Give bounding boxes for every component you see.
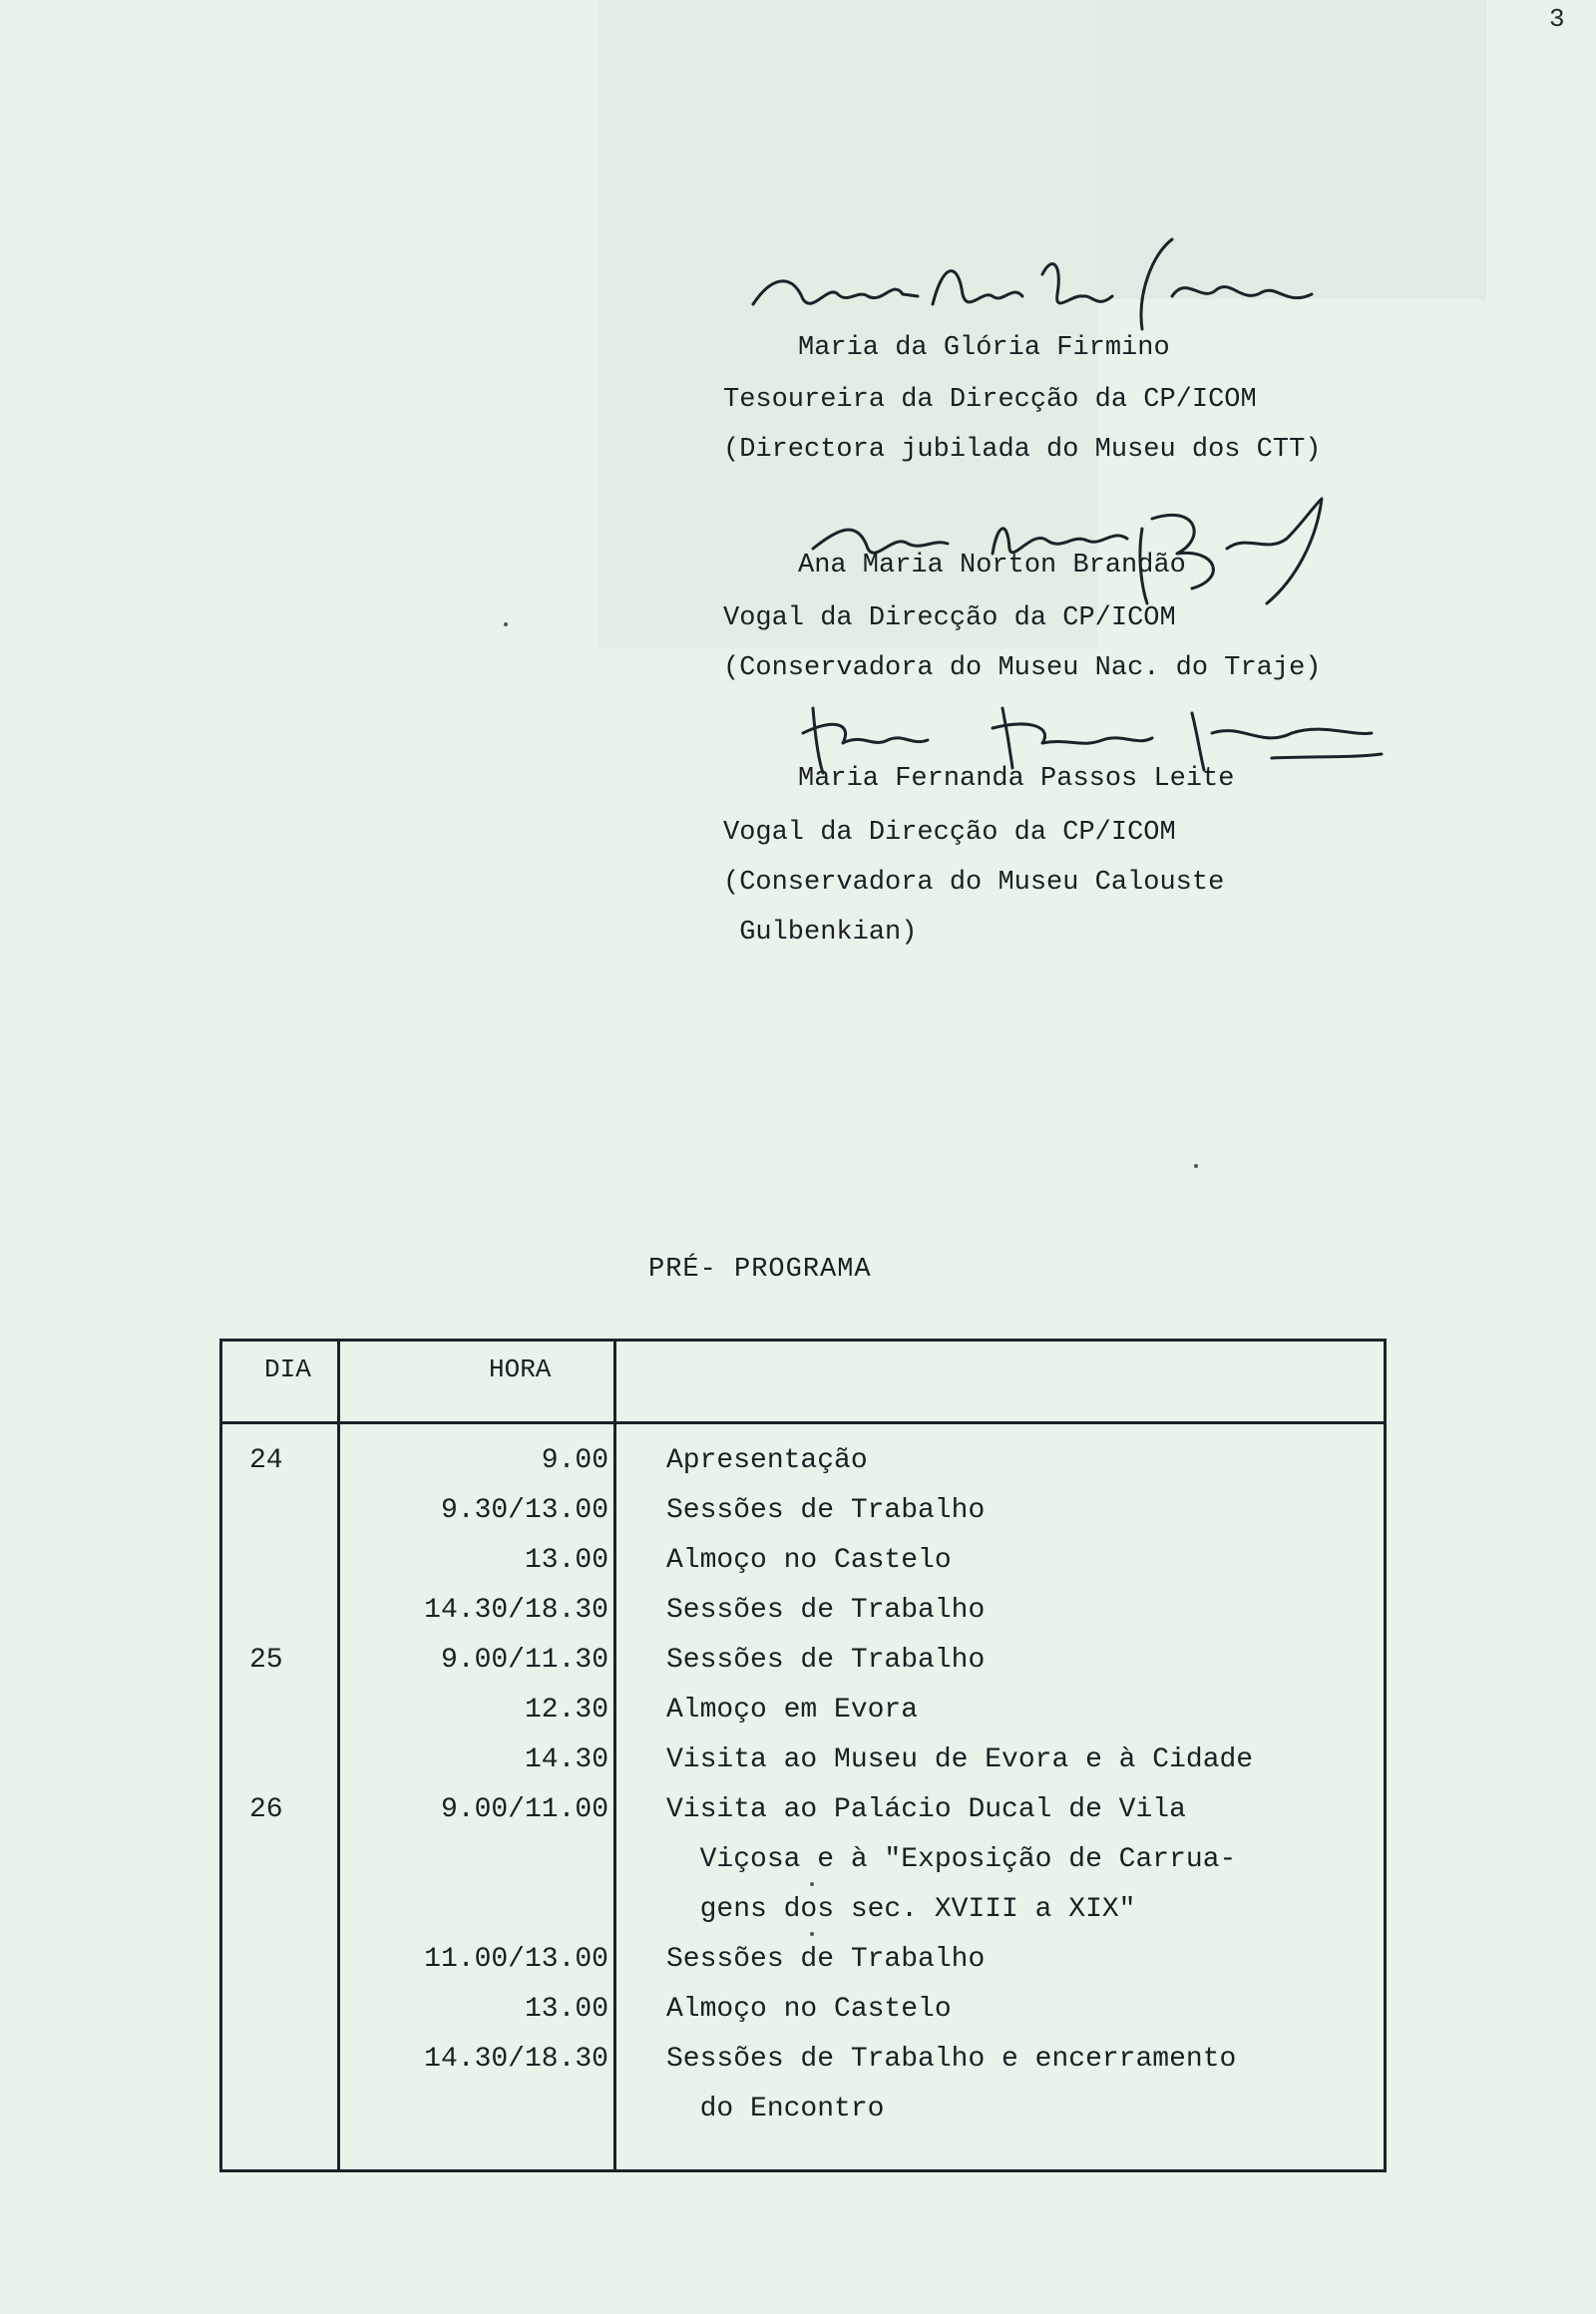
column-header-hora: HORA xyxy=(489,1354,552,1384)
cell-activity: gens dos sec. XVIII a XIX" xyxy=(666,1894,1136,1925)
table-header-divider xyxy=(219,1421,1387,1424)
paper-speck xyxy=(1194,1164,1198,1168)
signature-1 xyxy=(743,234,1342,344)
cell-activity: Sessões de Trabalho xyxy=(666,1495,986,1526)
paper-speck xyxy=(810,1882,814,1886)
cell-hora: 14.30/18.30 xyxy=(424,2044,608,2075)
cell-activity: do Encontro xyxy=(666,2094,885,2124)
cell-dia: 26 xyxy=(249,1794,283,1825)
cell-activity: Viçosa e à "Exposição de Carrua- xyxy=(666,1844,1237,1875)
table-divider xyxy=(613,1339,616,2172)
cell-activity: Almoço no Castelo xyxy=(666,1994,952,2025)
signatory-role: Gulbenkian) xyxy=(723,918,918,948)
cell-hora: 9.00/11.30 xyxy=(440,1645,608,1676)
signatory-role: (Conservadora do Museu Nac. do Traje) xyxy=(723,653,1322,683)
cell-activity: Sessões de Trabalho e encerramento xyxy=(666,2044,1237,2075)
signatory-name: Maria da Glória Firmino xyxy=(798,333,1170,363)
cell-hora: 13.00 xyxy=(524,1994,608,2025)
signatory-role: (Directora jubilada do Museu dos CTT) xyxy=(723,435,1322,465)
signatory-name: Maria Fernanda Passos Leite xyxy=(798,764,1235,794)
program-title: PRÉ- PROGRAMA xyxy=(648,1255,872,1285)
signatory-name: Ana Maria Norton Brandão xyxy=(798,551,1186,580)
page-number: 3 xyxy=(1549,4,1565,34)
cell-hora: 11.00/13.00 xyxy=(424,1944,608,1975)
cell-activity: Visita ao Museu de Evora e à Cidade xyxy=(666,1744,1254,1775)
signatory-role: Vogal da Direcção da CP/ICOM xyxy=(723,818,1176,848)
table-divider xyxy=(337,1339,340,2172)
column-header-dia: DIA xyxy=(264,1354,311,1384)
cell-activity: Almoço em Evora xyxy=(666,1695,919,1726)
cell-activity: Visita ao Palácio Ducal de Vila xyxy=(666,1794,1186,1825)
cell-hora: 9.00 xyxy=(541,1445,608,1476)
signatory-role: Vogal da Direcção da CP/ICOM xyxy=(723,603,1176,633)
signatory-role: (Conservadora do Museu Calouste xyxy=(723,868,1225,898)
cell-dia: 25 xyxy=(249,1645,283,1676)
cell-hora: 12.30 xyxy=(524,1695,608,1726)
paper-speck xyxy=(504,622,508,626)
cell-hora: 14.30/18.30 xyxy=(424,1595,608,1626)
cell-hora: 9.30/13.00 xyxy=(440,1495,608,1526)
paper-speck xyxy=(810,1932,814,1936)
cell-activity: Sessões de Trabalho xyxy=(666,1645,986,1676)
signatory-role: Tesoureira da Direcção da CP/ICOM xyxy=(723,385,1257,415)
cell-activity: Almoço no Castelo xyxy=(666,1545,952,1576)
cell-activity: Sessões de Trabalho xyxy=(666,1944,986,1975)
cell-hora: 13.00 xyxy=(524,1545,608,1576)
cell-activity: Apresentação xyxy=(666,1445,868,1476)
cell-dia: 24 xyxy=(249,1445,283,1476)
signature-2 xyxy=(798,479,1357,608)
cell-hora: 9.00/11.00 xyxy=(440,1794,608,1825)
cell-hora: 14.30 xyxy=(524,1744,608,1775)
cell-activity: Sessões de Trabalho xyxy=(666,1595,986,1626)
